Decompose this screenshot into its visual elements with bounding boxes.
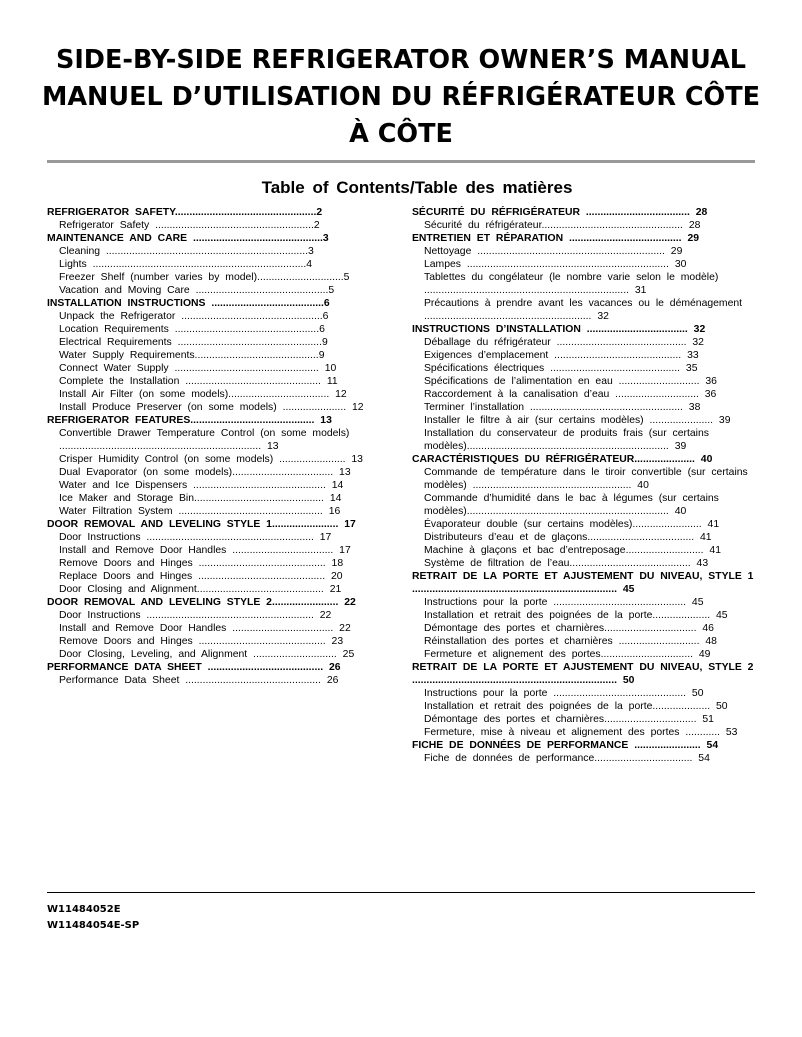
toc-subsection-link[interactable]: Instructions pour la porte .............................................. 50 — [424, 688, 704, 699]
toc-subsection-link[interactable]: Replace Doors and Hinges ............................................ 20 — [59, 571, 343, 582]
toc-section-link[interactable]: INSTALLATION INSTRUCTIONS .......................................6 — [47, 298, 330, 309]
toc-subsection-link[interactable]: Cleaning ......................................................................3 — [59, 246, 314, 257]
toc-subsection-link[interactable]: Système de filtration de l’eau.......................................... 43 — [424, 558, 709, 569]
title-line-french-cont: À CÔTE — [349, 119, 453, 149]
toc-subsection-link[interactable]: Nettoyage ................................................................. 29 — [424, 246, 683, 257]
toc-subsection-link[interactable]: Tablettes du congélateur (le nombre varie selon le modèle) ....................................................................... 31 — [424, 272, 719, 296]
toc-subsection-link[interactable]: Water and Ice Dispensers .............................................. 14 — [59, 480, 344, 491]
toc-subsection-link[interactable]: Electrical Requirements ..................................................9 — [59, 337, 328, 348]
toc-subsection-link[interactable]: Complete the Installation ............................................... 11 — [59, 376, 338, 387]
toc-subsection-link[interactable]: Commande d’humidité dans le bac à légumes (sur certains modèles)...................................................................... 40 — [424, 493, 719, 517]
toc-subsection-link[interactable]: Installer le filtre à air (sur certains modèles) ...................... 39 — [424, 415, 731, 426]
toc-subsection-link[interactable]: Installation et retrait des poignées de la porte.................... 50 — [424, 701, 728, 712]
toc-subsection-link[interactable]: Remove Doors and Hinges ............................................ 18 — [59, 558, 344, 569]
toc-subsection-link[interactable]: Lights ..........................................................................4 — [59, 259, 313, 270]
toc-subsection-link[interactable]: Installation et retrait des poignées de la porte.................... 45 — [424, 610, 728, 621]
toc-subsection-link[interactable]: Lampes ...................................................................... 30 — [424, 259, 687, 270]
toc-subsection-link[interactable]: Dual Evaporator (on some models)................................... 13 — [59, 467, 351, 478]
toc-subsection-link[interactable]: Refrigerator Safety .......................................................2 — [59, 220, 320, 231]
toc-section-link[interactable]: INSTRUCTIONS D’INSTALLATION ................................... 32 — [412, 324, 706, 335]
toc-subsection-link[interactable]: Unpack the Refrigerator .................................................6 — [59, 311, 329, 322]
toc-subsection-link[interactable]: Crisper Humidity Control (on some models) ....................... 13 — [59, 454, 363, 465]
toc-subsection-link[interactable]: Door Closing and Alignment............................................ 21 — [59, 584, 342, 595]
toc-subsection-link[interactable]: Spécifications de l’alimentation en eau ............................ 36 — [424, 376, 717, 387]
toc-subsection-link[interactable]: Fermeture, mise à niveau et alignement des portes ............ 53 — [424, 727, 738, 738]
toc-subsection-link[interactable]: Fermeture et alignement des portes................................ 49 — [424, 649, 711, 660]
toc-section-link[interactable]: REFRIGERATOR SAFETY.................................................2 — [47, 207, 323, 218]
toc-subsection-link[interactable]: Remove Doors and Hinges ............................................ 23 — [59, 636, 344, 647]
toc-subsection-link[interactable]: Vacation and Moving Care ..............................................5 — [59, 285, 335, 296]
title-line-english: SIDE-BY-SIDE REFRIGERATOR OWNER’S MANUAL — [55, 45, 747, 75]
toc-subsection-link[interactable]: Évaporateur double (sur certains modèles)........................ 41 — [424, 519, 720, 530]
document-title — [0, 42, 802, 153]
toc-subsection-link[interactable]: Fiche de données de performance.................................. 54 — [424, 753, 710, 764]
toc-subsection-link[interactable]: Distributeurs d’eau et de glaçons..................................... 41 — [424, 532, 712, 543]
toc-subsection-link[interactable]: Instructions pour la porte .............................................. 45 — [424, 597, 704, 608]
toc-column-english — [47, 206, 402, 687]
toc-subsection-link[interactable]: Door Closing, Leveling, and Alignment ............................. 25 — [59, 649, 355, 660]
toc-subsection-link[interactable]: Water Supply Requirements...........................................9 — [59, 350, 325, 361]
toc-column-french — [412, 206, 767, 765]
toc-subsection-link[interactable]: Performance Data Sheet ............................................... 26 — [59, 675, 339, 686]
toc-subsection-link[interactable]: Freezer Shelf (number varies by model)..............................5 — [59, 272, 350, 283]
toc-subsection-link[interactable]: Install and Remove Door Handles ................................... 17 — [59, 545, 351, 556]
toc-subsection-link[interactable]: Déballage du réfrigérateur ............................................. 32 — [424, 337, 704, 348]
toc-section-link[interactable]: SÉCURITÉ DU RÉFRIGÉRATEUR .................................... 28 — [412, 207, 708, 218]
toc-subsection-link[interactable]: Location Requirements ..................................................6 — [59, 324, 325, 335]
toc-subsection-link[interactable]: Door Instructions .......................................................... 17 — [59, 532, 332, 543]
toc-subsection-link[interactable]: Install Produce Preserver (on some models) ...................... 12 — [59, 402, 364, 413]
toc-subsection-link[interactable]: Door Instructions .......................................................... 22 — [59, 610, 332, 621]
toc-subsection-link[interactable]: Réinstallation des portes et charnières ............................ 48 — [424, 636, 717, 647]
toc-section-link[interactable]: RETRAIT DE LA PORTE ET AJUSTEMENT DU NIVEAU, STYLE 2 ....................................................................... 50 — [412, 662, 754, 686]
toc-subsection-link[interactable]: Install Air Filter (on some models)................................... 12 — [59, 389, 347, 400]
toc-subsection-link[interactable]: Terminer l’installation ..................................................... 38 — [424, 402, 701, 413]
toc-heading: Table of Contents/Table des matières — [261, 178, 573, 197]
toc-subsection-link[interactable]: Water Filtration System .................................................. 16 — [59, 506, 341, 517]
toc-section-link[interactable]: DOOR REMOVAL AND LEVELING STYLE 2....................... 22 — [47, 597, 356, 608]
toc-subsection-link[interactable]: Connect Water Supply .................................................. 10 — [59, 363, 337, 374]
toc-subsection-link[interactable]: Raccordement à la canalisation d’eau ............................. 36 — [424, 389, 717, 400]
toc-subsection-link[interactable]: Exigences d’emplacement ............................................ 33 — [424, 350, 699, 361]
toc-section-link[interactable]: RETRAIT DE LA PORTE ET AJUSTEMENT DU NIVEAU, STYLE 1 ....................................................................... 45 — [412, 571, 754, 595]
toc-section-link[interactable]: CARACTÉRISTIQUES DU RÉFRIGÉRATEUR..................... 40 — [412, 454, 713, 465]
toc-subsection-link[interactable]: Commande de température dans le tiroir convertible (sur certains modèles) ....................................................... 40 — [424, 467, 748, 491]
title-line-french: MANUEL D’UTILISATION DU RÉFRIGÉRATEUR CÔTE — [41, 82, 761, 112]
toc-subsection-link[interactable]: Ice Maker and Storage Bin............................................. 14 — [59, 493, 342, 504]
toc-subsection-link[interactable]: Install and Remove Door Handles ................................... 22 — [59, 623, 351, 634]
part-number-english: W11484052E — [47, 904, 121, 915]
toc-section-link[interactable]: REFRIGERATOR FEATURES........................................... 13 — [47, 415, 332, 426]
title-divider — [47, 160, 755, 163]
toc-section-link[interactable]: MAINTENANCE AND CARE .............................................3 — [47, 233, 329, 244]
toc-subsection-link[interactable]: Démontage des portes et charnières................................ 51 — [424, 714, 714, 725]
toc-section-link[interactable]: ENTRETIEN ET RÉPARATION ....................................... 29 — [412, 233, 700, 244]
toc-subsection-link[interactable]: Installation du conservateur de produits frais (sur certains modèles)...................................................................... 39 — [424, 428, 709, 452]
footer-part-numbers — [47, 902, 139, 934]
toc-section-link[interactable]: PERFORMANCE DATA SHEET ........................................ 26 — [47, 662, 341, 673]
toc-subsection-link[interactable]: Machine à glaçons et bac d’entreposage........................... 41 — [424, 545, 721, 556]
part-number-spanish: W11484054E-SP — [47, 920, 140, 931]
toc-section-link[interactable]: FICHE DE DONNÉES DE PERFORMANCE ....................... 54 — [412, 740, 719, 751]
toc-subsection-link[interactable]: Convertible Drawer Temperature Control (on some models) ...................................................................... 13 — [59, 428, 350, 452]
footer-divider — [47, 892, 755, 893]
toc-subsection-link[interactable]: Démontage des portes et charnières................................ 46 — [424, 623, 714, 634]
toc-subsection-link[interactable]: Spécifications électriques ............................................. 35 — [424, 363, 698, 374]
toc-section-link[interactable]: DOOR REMOVAL AND LEVELING STYLE 1....................... 17 — [47, 519, 356, 530]
toc-subsection-link[interactable]: Sécurité du réfrigérateur................................................. 28 — [424, 220, 701, 231]
toc-subsection-link[interactable]: Précautions à prendre avant les vacances ou le déménagement .......................................................... 32 — [424, 298, 743, 322]
